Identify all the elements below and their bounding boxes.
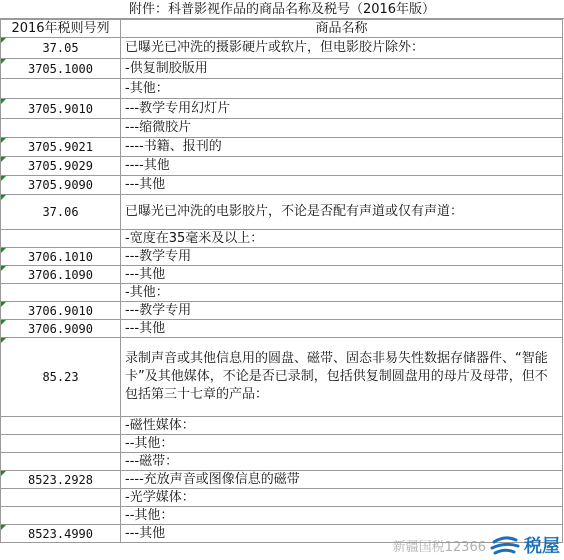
product-name-cell: --其他： [121, 507, 563, 525]
tariff-code-cell [1, 99, 121, 119]
watermark [393, 532, 560, 558]
tariff-code-cell [1, 525, 121, 543]
cell-marker-icon [1, 266, 6, 271]
tariff-code: 3705.9029 [27, 159, 94, 173]
table-row [1, 417, 563, 435]
tariff-code: 85.23 [42, 370, 79, 384]
table-row [1, 38, 563, 59]
cell-marker-icon [1, 38, 6, 43]
product-name-cell: ----书籍、报刊的 [121, 138, 563, 157]
tariff-code-cell [1, 138, 121, 157]
table-row [1, 79, 563, 99]
tariff-code-cell [1, 248, 121, 266]
tariff-code-cell [1, 59, 121, 79]
tariff-code: 3706.9010 [27, 303, 94, 318]
tariff-code-cell [1, 119, 121, 138]
table-row [1, 284, 563, 302]
table-row [1, 471, 563, 489]
cell-marker-icon [1, 320, 6, 325]
tariff-code-cell [1, 320, 121, 338]
watermark-brand: 税屋 [524, 536, 560, 557]
tariff-code: 3706.1010 [27, 249, 94, 264]
tariff-code-cell [1, 176, 121, 195]
product-name-cell: ---教学专用 [121, 248, 563, 266]
brand-logo-icon [490, 534, 520, 556]
name-column-header: 商品名称 [121, 20, 563, 38]
product-name-cell: --其他： [121, 435, 563, 453]
product-name-cell: -其他： [121, 79, 563, 99]
cell-marker-icon [1, 195, 6, 200]
cell-marker-icon [1, 59, 6, 64]
tariff-code-cell [1, 157, 121, 176]
tariff-code-cell [1, 38, 121, 59]
tariff-code-cell [1, 338, 121, 417]
cell-marker-icon [1, 157, 6, 162]
tariff-code-cell [1, 266, 121, 284]
product-name-cell: ---教学专用幻灯片 [121, 99, 563, 119]
product-name-cell: 录制声音或其他信息用的圆盘、磁带、固态非易失性数据存储器件、“智能卡”及其他媒体，不论是否已录制，包括供复制圆盘用的母片及母带，但不包括第三十七章的产品： [121, 338, 563, 417]
tariff-code: 8523.4990 [27, 526, 94, 541]
table-row [1, 119, 563, 138]
product-name-cell: -磁性媒体： [121, 417, 563, 435]
cell-marker-icon [1, 338, 6, 343]
tariff-code-cell [1, 79, 121, 99]
table-row [1, 195, 563, 230]
tariff-code-cell [1, 471, 121, 489]
product-name-cell: 已曝光已冲洗的摄影硬片或软片，但电影胶片除外： [121, 38, 563, 59]
table-row [1, 302, 563, 320]
tariff-code-cell [1, 230, 121, 248]
product-name-cell: -供复制胶版用 [121, 59, 563, 79]
page-title: 附件：科普影视作品的商品名称及税号（2016年版） [0, 0, 564, 19]
table-row [1, 138, 563, 157]
product-name-cell: 已曝光已冲洗的电影胶片，不论是否配有声道或仅有声道： [121, 195, 563, 230]
table-row [1, 453, 563, 471]
table-row [1, 435, 563, 453]
tariff-code: 3706.1090 [27, 267, 94, 282]
tariff-code-cell [1, 417, 121, 435]
tariff-code: 3705.1000 [27, 61, 94, 76]
table-row [1, 489, 563, 507]
cell-marker-icon [1, 176, 6, 181]
product-name-cell: ---其他 [121, 320, 563, 338]
tariff-code: 3705.9021 [27, 140, 94, 154]
tariff-code-cell [1, 435, 121, 453]
tariff-code: 37.06 [42, 205, 79, 219]
table-row [1, 320, 563, 338]
cell-marker-icon [1, 471, 6, 476]
tariff-code-cell [1, 302, 121, 320]
tariff-code-cell [1, 195, 121, 230]
table-row [1, 176, 563, 195]
product-name-cell: ----充放声音或图像信息的磁带 [121, 471, 563, 489]
table-row [1, 338, 563, 417]
product-name-cell: ---其他 [121, 266, 563, 284]
tariff-code-cell [1, 453, 121, 471]
cell-marker-icon [1, 138, 6, 143]
product-name-cell: ---其他 [121, 176, 563, 195]
tariff-code: 3706.9090 [27, 321, 94, 336]
product-name-cell: ---缩微胶片 [121, 119, 563, 138]
cell-marker-icon [1, 248, 6, 253]
cell-marker-icon [1, 525, 6, 530]
table-row [1, 266, 563, 284]
cell-marker-icon [1, 99, 6, 104]
watermark-faint-text: 新疆国税12366 [392, 539, 486, 555]
product-name-cell: -其他： [121, 284, 563, 302]
table-header-row [1, 20, 563, 38]
table-row [1, 99, 563, 119]
tariff-code: 3705.9090 [27, 178, 94, 192]
table-row [1, 157, 563, 176]
table-row [1, 248, 563, 266]
tariff-code-cell [1, 284, 121, 302]
table-row [1, 507, 563, 525]
table-row [1, 230, 563, 248]
code-column-header: 2016年税则号列 [1, 20, 121, 38]
tariff-code: 8523.2928 [27, 472, 94, 487]
tariff-code-cell [1, 507, 121, 525]
table-row [1, 59, 563, 79]
cell-marker-icon [1, 302, 6, 307]
product-name-cell: ---教学专用 [121, 302, 563, 320]
product-name-cell: ----其他 [121, 157, 563, 176]
tariff-code: 3705.9010 [27, 101, 94, 116]
product-name-cell: -光学媒体： [121, 489, 563, 507]
tariff-code-cell [1, 489, 121, 507]
tariff-code: 37.05 [42, 41, 79, 55]
product-name-cell: -宽度在35毫米及以上： [121, 230, 563, 248]
tariff-table [0, 19, 563, 543]
product-name-cell: ---磁带： [121, 453, 563, 471]
product-name-cell: ---其他 [121, 525, 563, 543]
